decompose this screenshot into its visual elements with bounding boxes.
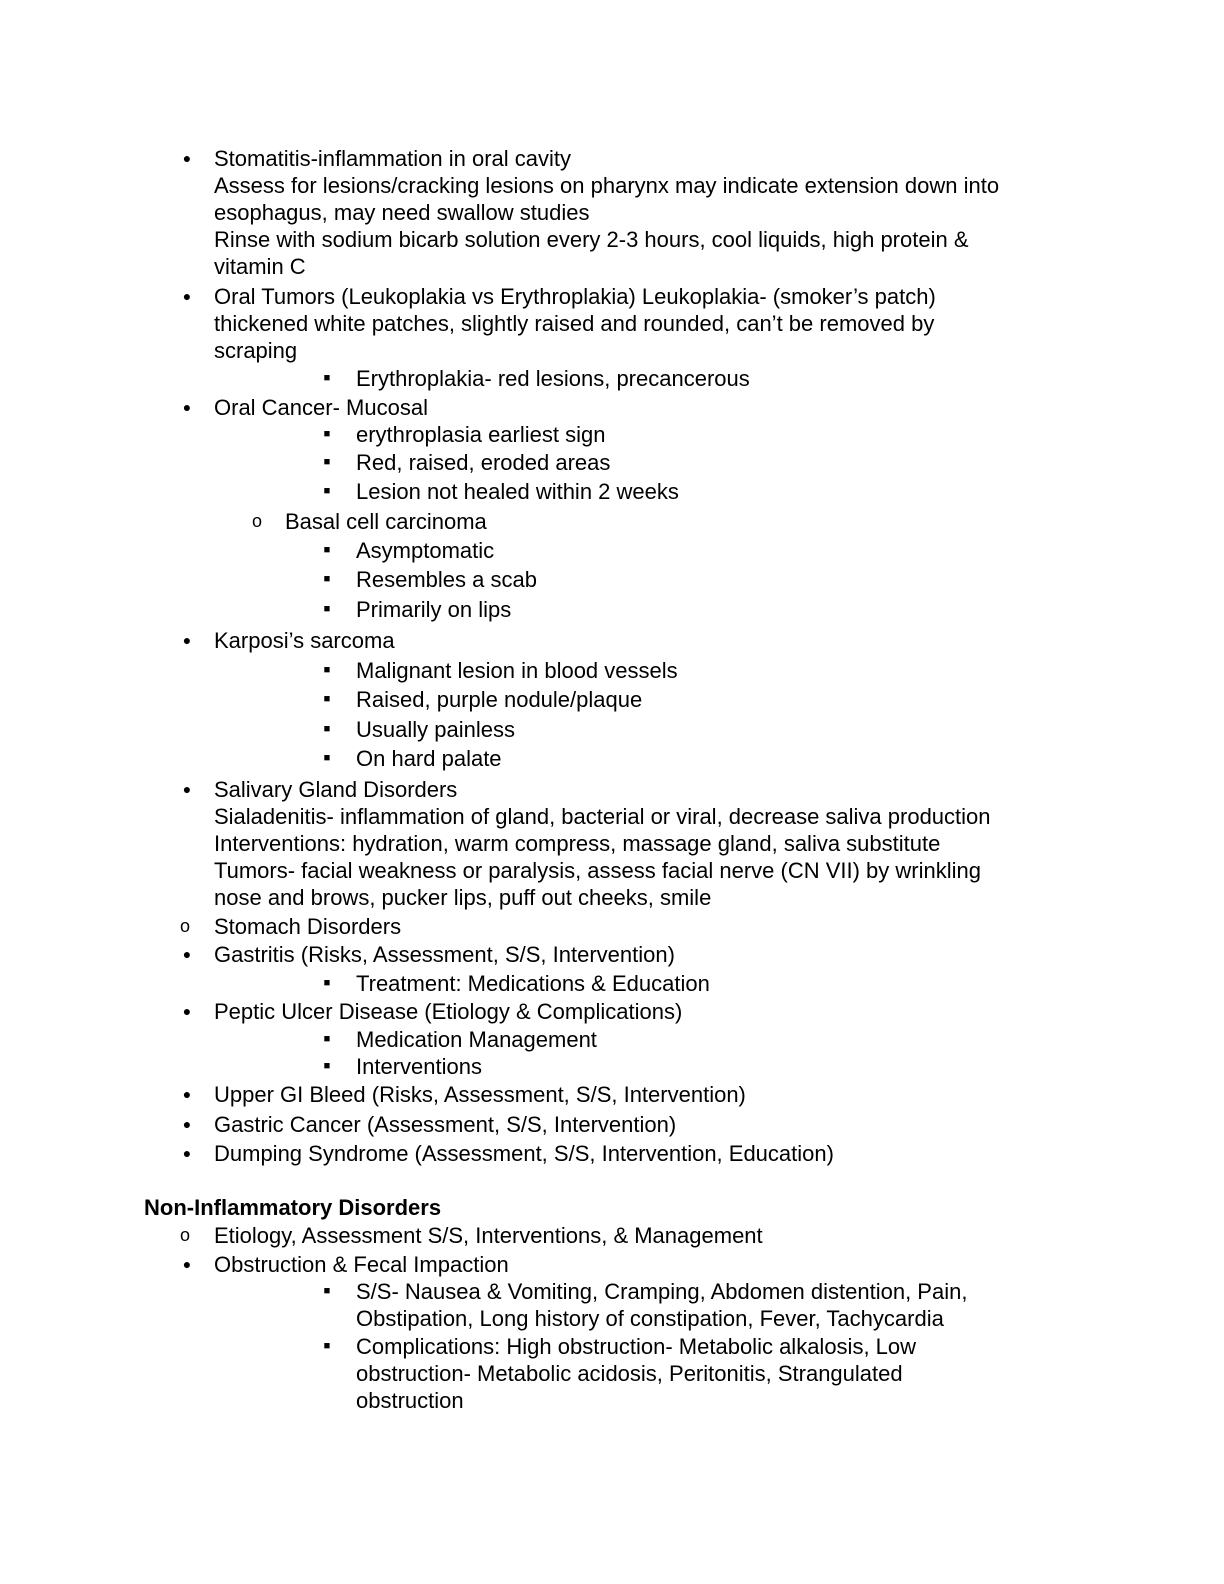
- list-item-text: Raised, purple nodule/plaque: [356, 687, 643, 712]
- list-item-text: Asymptomatic: [356, 538, 495, 563]
- bullet-circle-icon: o: [251, 511, 262, 531]
- list-item-text: Red, raised, eroded areas: [356, 450, 611, 475]
- bullet-square-icon: ■: [323, 372, 331, 384]
- bullet-square-icon: ■: [323, 573, 331, 585]
- bullet-square-icon: ■: [323, 603, 331, 615]
- list-item-text: obstruction- Metabolic acidosis, Peritonitis, Strangulated: [356, 1361, 903, 1386]
- list-item-text: Complications: High obstruction- Metabolic alkalosis, Low: [356, 1334, 917, 1359]
- list-item-text: Karposi’s sarcoma: [214, 628, 395, 653]
- list-item-text: Etiology, Assessment S/S, Interventions, & Management: [214, 1223, 763, 1248]
- list-item-text: Sialadenitis- inflammation of gland, bacterial or viral, decrease saliva production: [214, 804, 991, 829]
- list-item-text: Treatment: Medications & Education: [356, 971, 710, 996]
- list-item-text: Malignant lesion in blood vessels: [356, 658, 678, 683]
- list-item-text: Obstipation, Long history of constipation, Fever, Tachycardia: [356, 1306, 944, 1331]
- list-item-text: On hard palate: [356, 746, 502, 771]
- bullet-dot-icon: ●: [182, 1145, 192, 1161]
- bullet-square-icon: ■: [323, 723, 331, 735]
- bullet-dot-icon: ●: [182, 399, 192, 415]
- bullet-square-icon: ■: [323, 1285, 331, 1297]
- bullet-square-icon: ■: [323, 977, 331, 989]
- list-item-text: Usually painless: [356, 717, 515, 742]
- bullet-square-icon: ■: [323, 664, 331, 676]
- list-item-text: Interventions: [356, 1054, 482, 1079]
- list-item-text: obstruction: [356, 1388, 464, 1413]
- list-item-text: Peptic Ulcer Disease (Etiology & Complications): [214, 999, 683, 1024]
- list-item-text: Lesion not healed within 2 weeks: [356, 479, 679, 504]
- bullet-dot-icon: ●: [182, 1003, 192, 1019]
- list-item-text: Dumping Syndrome (Assessment, S/S, Intervention, Education): [214, 1141, 834, 1166]
- list-item-text: Resembles a scab: [356, 567, 537, 592]
- bullet-square-icon: ■: [323, 1033, 331, 1045]
- bullet-square-icon: ■: [323, 1060, 331, 1072]
- list-item-text: Assess for lesions/cracking lesions on pharynx may indicate extension down into: [214, 173, 1000, 198]
- list-item-text: Stomatitis-inflammation in oral cavity: [214, 146, 572, 171]
- bullet-dot-icon: ●: [182, 632, 192, 648]
- bullet-dot-icon: ●: [182, 781, 192, 797]
- bullet-dot-icon: ●: [182, 1086, 192, 1102]
- bullet-square-icon: ■: [323, 456, 331, 468]
- list-item-text: Oral Tumors (Leukoplakia vs Erythroplakia) Leukoplakia- (smoker’s patch): [214, 284, 936, 309]
- list-item-text: Obstruction & Fecal Impaction: [214, 1252, 509, 1277]
- bullet-square-icon: ■: [323, 544, 331, 556]
- list-item-text: Rinse with sodium bicarb solution every 2-3 hours, cool liquids, high protein &: [214, 227, 969, 252]
- list-item-text: Interventions: hydration, warm compress, massage gland, saliva substitute: [214, 831, 941, 856]
- list-item-text: Tumors- facial weakness or paralysis, assess facial nerve (CN VII) by wrinkling: [214, 858, 981, 883]
- bullet-dot-icon: ●: [182, 946, 192, 962]
- list-item-text: Upper GI Bleed (Risks, Assessment, S/S, Intervention): [214, 1082, 746, 1107]
- bullet-circle-icon: o: [179, 1225, 190, 1245]
- list-item-text: Oral Cancer- Mucosal: [214, 395, 428, 420]
- list-item-text: vitamin C: [214, 254, 306, 279]
- list-item-text: scraping: [214, 338, 298, 363]
- list-item-text: Erythroplakia- red lesions, precancerous: [356, 366, 750, 391]
- list-item-text: Primarily on lips: [356, 597, 512, 622]
- list-item-text: erythroplasia earliest sign: [356, 422, 606, 447]
- list-item-text: esophagus, may need swallow studies: [214, 200, 590, 225]
- bullet-circle-icon: o: [179, 916, 190, 936]
- bullet-dot-icon: ●: [182, 1116, 192, 1132]
- list-item-text: S/S- Nausea & Vomiting, Cramping, Abdomen distention, Pain,: [356, 1279, 968, 1304]
- list-item-text: Gastric Cancer (Assessment, S/S, Intervention): [214, 1112, 677, 1137]
- bullet-dot-icon: ●: [182, 1256, 192, 1272]
- list-item-text: Medication Management: [356, 1027, 597, 1052]
- section-heading: Non-Inflammatory Disorders: [144, 1195, 442, 1220]
- bullet-dot-icon: ●: [182, 288, 192, 304]
- list-item-text: nose and brows, pucker lips, puff out cheeks, smile: [214, 885, 712, 910]
- list-item-text: Stomach Disorders: [214, 914, 402, 939]
- bullet-square-icon: ■: [323, 693, 331, 705]
- bullet-square-icon: ■: [323, 752, 331, 764]
- bullet-square-icon: ■: [323, 485, 331, 497]
- bullet-square-icon: ■: [323, 1340, 331, 1352]
- list-item-text: thickened white patches, slightly raised and rounded, can’t be removed by: [214, 311, 935, 336]
- list-item-text: Salivary Gland Disorders: [214, 777, 458, 802]
- bullet-square-icon: ■: [323, 428, 331, 440]
- list-item-text: Gastritis (Risks, Assessment, S/S, Intervention): [214, 942, 675, 967]
- bullet-dot-icon: ●: [182, 150, 192, 166]
- list-item-text: Basal cell carcinoma: [285, 509, 487, 534]
